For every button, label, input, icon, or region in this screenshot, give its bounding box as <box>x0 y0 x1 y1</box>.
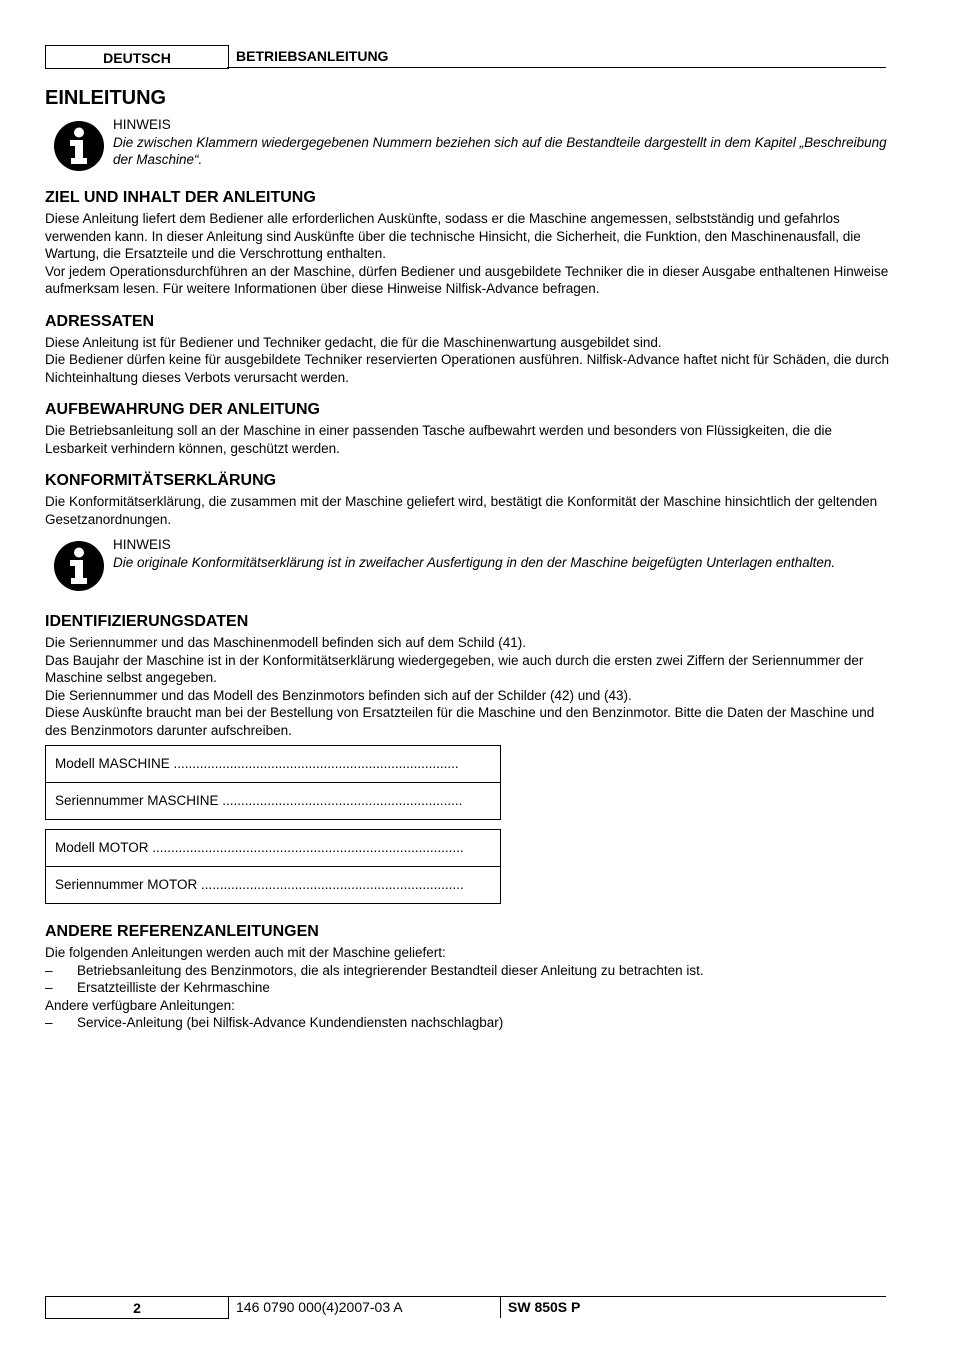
page-footer <box>45 1296 886 1320</box>
paragraph: Diese Anleitung ist für Bediener und Techniker gedacht, die für die Maschinenwartung ausgebildet sind. <box>45 334 662 350</box>
paragraph: Diese Anleitung liefert dem Bediener alle erforderlichen Auskünfte, sodass er die Maschine angemessen, selbstständig und gefahrlos verwenden kann. In dieser Anleitung sind Auskünfte über die technische Hinsicht, die Sicherheit, die Funktion, den Maschinenausfall, die Wartung, die Ersatzteile und die Verschrottung enthalten. <box>45 211 861 261</box>
section-title: IDENTIFIZIERUNGSDATEN <box>45 613 249 630</box>
machine-data-form <box>45 745 501 820</box>
machine-model: SW 850S P <box>508 1299 581 1315</box>
note-label: HINWEIS <box>113 117 171 132</box>
paragraph: Vor jedem Operationsdurchführen an der Maschine, dürfen Bediener und ausgebildete Techniker die in dieser Ausgabe enthaltenen Hinweise aufmerksam lesen. Für weitere Informationen über diese Hinweise Nilfisk-Advance befragen. <box>45 263 889 296</box>
section-konformitaet <box>45 471 890 594</box>
section-ident <box>45 612 890 904</box>
main-title: EINLEITUNG <box>45 87 167 109</box>
header-title: BETRIEBSANLEITUNG <box>236 48 389 64</box>
note-text: Die originale Konformitätserklärung ist in zweifacher Ausfertigung in den der Maschine beigefügten Unterlagen enthalten. <box>113 554 836 570</box>
header-rule <box>227 67 886 68</box>
list-item-text: Ersatzteilliste der Kehrmaschine <box>77 980 270 995</box>
paragraph: Das Baujahr der Maschine ist in der Konformitätserklärung wiedergegeben, wie auch durch die ersten zwei Ziffern der Seriennummer der Maschine selbst angegeben. <box>45 652 864 685</box>
section-title: AUFBEWAHRUNG DER ANLEITUNG <box>45 401 320 418</box>
modell-motor-field[interactable]: Modell MOTOR ................................................................................... <box>55 840 464 855</box>
note-hinweis-1 <box>45 116 890 174</box>
paragraph: Die Konformitätserklärung, die zusammen mit der Maschine geliefert wird, bestätigt die Konformität der Maschine hinsichtlich der geltenden Gesetzanordnungen. <box>45 494 878 527</box>
section-andere <box>45 922 890 1032</box>
list-item-text: Service-Anleitung (bei Nilfisk-Advance Kundendiensten nachschlagbar) <box>77 1015 504 1030</box>
page-content <box>45 86 890 1032</box>
paragraph: Diese Auskünfte braucht man bei der Bestellung von Ersatzteilen für die Maschine und den Benzinmotor. Bitte die Daten der Maschine und des Benzinmotors darunter aufschreiben. <box>45 705 875 738</box>
section-ziel <box>45 188 890 298</box>
dash-marker: – <box>45 1015 53 1030</box>
paragraph: Die Betriebsanleitung soll an der Maschine in einer passenden Tasche aufbewahrt werden und besonders von Flüssigkeiten, die die Lesbarkeit verhindern können, geschützt werden. <box>45 423 832 456</box>
modell-maschine-field[interactable]: Modell MASCHINE ............................................................................ <box>55 756 459 771</box>
motor-data-form <box>45 829 501 904</box>
note-text: Die zwischen Klammern wiedergegebenen Nummern beziehen sich auf die Bestandteile dargestellt in dem Kapitel „Beschreibung der Maschine“. <box>113 134 887 167</box>
list-item-text: Betriebsanleitung des Benzinmotors, die als integrierender Bestandteil dieser Anleitung zu betrachten ist. <box>77 962 704 978</box>
note-label: HINWEIS <box>113 537 171 552</box>
page-number: 2 <box>45 1296 229 1319</box>
section-title: ADRESSATEN <box>45 312 155 330</box>
info-icon <box>53 120 105 172</box>
paragraph: Die folgenden Anleitungen werden auch mit der Maschine geliefert: <box>45 945 446 960</box>
section-title: ZIEL UND INHALT DER ANLEITUNG <box>45 189 316 206</box>
paragraph: Die Seriennummer und das Maschinenmodell befinden sich auf dem Schild (41). <box>45 635 527 650</box>
list-item <box>45 979 890 997</box>
document-code: 146 0790 000(4)2007-03 A <box>236 1299 403 1315</box>
serien-maschine-field[interactable]: Seriennummer MASCHINE ................................................................ <box>46 782 500 819</box>
info-icon <box>53 540 105 592</box>
paragraph: Andere verfügbare Anleitungen: <box>45 997 235 1013</box>
section-title: KONFORMITÄTSERKLÄRUNG <box>45 472 277 489</box>
serien-motor-field[interactable]: Seriennummer MOTOR ...................................................................... <box>46 866 500 903</box>
note-hinweis-2 <box>45 536 890 594</box>
dash-marker: – <box>45 962 53 978</box>
section-aufbewahrung <box>45 400 890 457</box>
paragraph: Die Bediener dürfen keine für ausgebildete Techniker reservierten Operationen ausführen. Nilfisk-Advance haftet nicht für Schäden, die durch Nichteinhaltung dieses Verbots verursacht werden. <box>45 352 889 385</box>
dash-marker: – <box>45 980 53 995</box>
list-item <box>45 962 890 980</box>
header-language: DEUTSCH <box>45 45 229 69</box>
footer-separator <box>500 1296 501 1318</box>
paragraph: Die Seriennummer und das Modell des Benzinmotors befinden sich auf der Schilder (42) und (43). <box>45 687 632 703</box>
section-adressaten <box>45 312 890 387</box>
section-title: ANDERE REFERENZANLEITUNGEN <box>45 923 319 940</box>
page-header <box>45 45 886 69</box>
list-item <box>45 1014 890 1032</box>
